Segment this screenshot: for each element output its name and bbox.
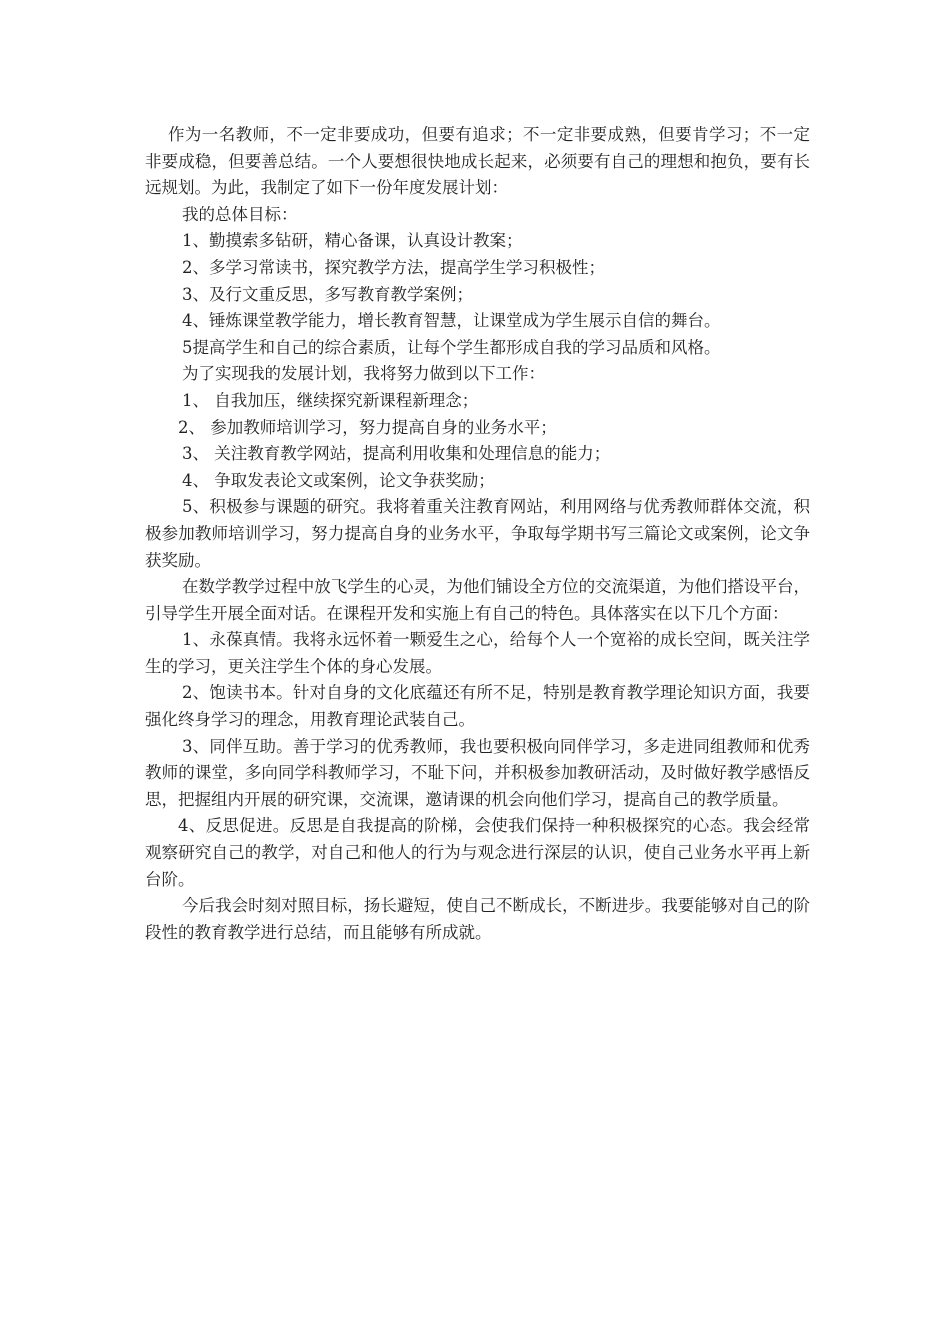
work-heading: 为了实现我的发展计划，我将努力做到以下工作： (182, 364, 545, 384)
work-item-2: 2、 参加教师培训学习，努力提高自身的业务水平； (178, 417, 557, 437)
goals-heading: 我的总体目标： (182, 204, 298, 224)
goal-item-1: 1、勤摸索多钻研，精心备课，认真设计教案； (182, 231, 523, 251)
work-item-4: 4、 争取发表论文或案例，论文争获奖励； (182, 470, 495, 490)
aspect-item-1: 1、永葆真情。我将永远怀着一颗爱生之心，给每个人一个宽裕的成长空间，既关注学生的学习，更关注学生个体的身心发展。 (145, 630, 810, 676)
teaching-paragraph: 在数学教学过程中放飞学生的心灵，为他们铺设全方位的交流渠道，为他们搭设平台，引导学生开展全面对话。在课程开发和实施上有自己的特色。具体落实在以下几个方面： (145, 577, 810, 623)
closing-paragraph: 今后我会时刻对照目标，扬长避短，使自己不断成长，不断进步。我要能够对自己的阶段性的教育教学进行总结，而且能够有所成就。 (145, 896, 810, 942)
aspect-item-3: 3、同伴互助。善于学习的优秀教师，我也要积极向同伴学习，多走进同组教师和优秀教师的课堂，多向同学科教师学习，不耻下问，并积极参加教研活动，及时做好教学感悟反思，把握组内开展的研究课，交流课，邀请课的机会向他们学习，提高自己的教学质量。 (145, 736, 810, 809)
work-item-5: 5、积极参与课题的研究。我将着重关注教育网站，利用网络与优秀教师群体交流，积极参加教师培训学习，努力提高自身的业务水平，争取每学期书写三篇论文或案例，论文争获奖励。 (145, 497, 810, 570)
aspect-item-4: 4、反思促进。反思是自我提高的阶梯，会使我们保持一种积极探究的心态。我会经常观察研究自己的教学，对自己和他人的行为与观念进行深层的认识，使自己业务水平再上新台阶。 (145, 816, 810, 889)
work-item-1: 1、 自我加压，继续探究新课程新理念； (182, 390, 479, 410)
work-item-3: 3、 关注教育教学网站，提高利用收集和处理信息的能力； (182, 444, 611, 464)
goal-item-5: 5提高学生和自己的综合素质，让每个学生都形成自我的学习品质和风格。 (182, 337, 721, 357)
goal-item-2: 2、多学习常读书，探究教学方法，提高学生学习积极性； (182, 257, 605, 277)
aspect-item-2: 2、饱读书本。针对自身的文化底蕴还有所不足，特别是教育教学理论知识方面，我要强化终身学习的理念，用教育理论武装自己。 (145, 683, 810, 730)
document-body (145, 122, 810, 946)
intro-paragraph: 作为一名教师，不一定非要成功，但要有追求；不一定非要成熟，但要肯学习；不一定非要成稳，但要善总结。一个人要想很快地成长起来，必须要有自己的理想和抱负，要有长远规划。为此，我制定了如下一份年度发展计划： (145, 125, 810, 198)
goal-item-3: 3、及行文重反思，多写教育教学案例； (182, 284, 473, 304)
goal-item-4: 4、锤炼课堂教学能力，增长教育智慧，让课堂成为学生展示自信的舞台。 (182, 311, 721, 331)
